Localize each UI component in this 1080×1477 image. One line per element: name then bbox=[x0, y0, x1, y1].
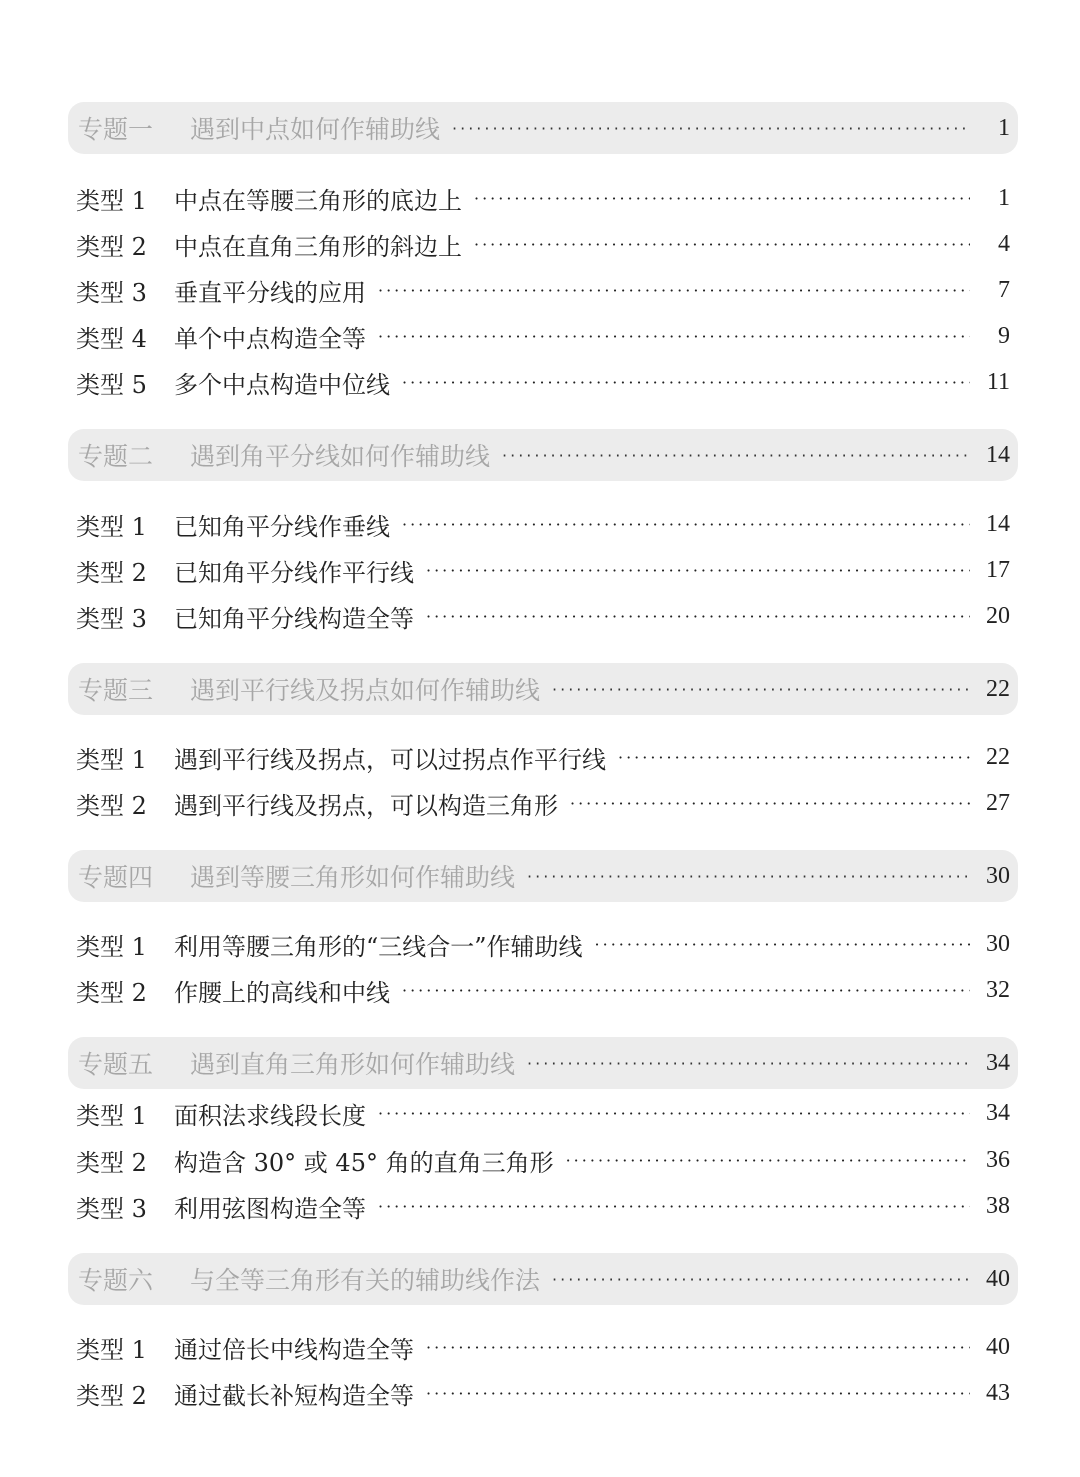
toc-type-5-2[interactable] bbox=[68, 1140, 1018, 1180]
toc-type-1-2[interactable] bbox=[68, 224, 1018, 264]
topic-title: 与全等三角形有关的辅助线作法 bbox=[190, 1266, 541, 1295]
topic-page-number: 22 bbox=[986, 675, 1010, 702]
type-title: 利用等腰三角形的“三线合一”作辅助线 bbox=[174, 932, 583, 961]
type-label: 类型 5 bbox=[76, 370, 147, 399]
type-page-number: 4 bbox=[998, 230, 1010, 257]
dot-leader bbox=[618, 748, 970, 767]
topic-page-number: 1 bbox=[998, 114, 1010, 141]
type-label: 类型 3 bbox=[76, 1194, 147, 1223]
type-title: 已知角平分线作平行线 bbox=[174, 558, 414, 587]
dot-leader bbox=[452, 119, 970, 138]
topic-title: 遇到直角三角形如何作辅助线 bbox=[190, 1050, 516, 1079]
type-title: 通过倍长中线构造全等 bbox=[174, 1335, 414, 1364]
toc-type-5-1[interactable] bbox=[68, 1093, 1018, 1133]
topic-label: 专题一 bbox=[78, 115, 154, 144]
dot-leader bbox=[502, 446, 970, 465]
dot-leader bbox=[402, 515, 970, 534]
type-title: 作腰上的高线和中线 bbox=[174, 978, 390, 1007]
dot-leader bbox=[570, 794, 970, 813]
type-page-number: 20 bbox=[986, 602, 1010, 629]
toc-type-3-1[interactable] bbox=[68, 737, 1018, 777]
type-label: 类型 2 bbox=[76, 1381, 147, 1410]
type-title: 多个中点构造中位线 bbox=[174, 370, 390, 399]
dot-leader bbox=[378, 327, 970, 346]
type-label: 类型 4 bbox=[76, 324, 147, 353]
dot-leader bbox=[378, 1104, 970, 1123]
dot-leader bbox=[426, 607, 970, 626]
dot-leader bbox=[527, 1054, 970, 1073]
dot-leader bbox=[566, 1151, 970, 1170]
type-page-number: 30 bbox=[986, 930, 1010, 957]
toc-type-1-5[interactable] bbox=[68, 362, 1018, 402]
type-title: 中点在等腰三角形的底边上 bbox=[174, 186, 462, 215]
toc-type-3-2[interactable] bbox=[68, 783, 1018, 823]
topic-title: 遇到中点如何作辅助线 bbox=[190, 115, 441, 144]
topic-page-number: 40 bbox=[986, 1265, 1010, 1292]
type-title: 单个中点构造全等 bbox=[174, 324, 366, 353]
dot-leader bbox=[426, 1338, 970, 1357]
type-label: 类型 2 bbox=[76, 232, 147, 261]
type-label: 类型 1 bbox=[76, 932, 147, 961]
type-page-number: 27 bbox=[986, 789, 1010, 816]
dot-leader bbox=[378, 1197, 970, 1216]
dot-leader bbox=[552, 680, 970, 699]
type-title: 中点在直角三角形的斜边上 bbox=[174, 232, 462, 261]
type-page-number: 7 bbox=[998, 276, 1010, 303]
topic-page-number: 30 bbox=[986, 862, 1010, 889]
type-page-number: 14 bbox=[986, 510, 1010, 537]
type-title: 垂直平分线的应用 bbox=[174, 278, 366, 307]
dot-leader bbox=[402, 373, 970, 392]
toc-type-2-1[interactable] bbox=[68, 504, 1018, 544]
toc-topic-5[interactable] bbox=[68, 1037, 1018, 1089]
dot-leader bbox=[426, 561, 970, 580]
type-label: 类型 1 bbox=[76, 1101, 147, 1130]
type-title: 构造含 30° 或 45° 角的直角三角形 bbox=[174, 1148, 554, 1177]
type-title: 通过截长补短构造全等 bbox=[174, 1381, 414, 1410]
type-page-number: 9 bbox=[998, 322, 1010, 349]
topic-label: 专题四 bbox=[78, 863, 154, 892]
toc-type-6-1[interactable] bbox=[68, 1327, 1018, 1367]
type-label: 类型 3 bbox=[76, 604, 147, 633]
type-title: 已知角平分线构造全等 bbox=[174, 604, 414, 633]
type-label: 类型 1 bbox=[76, 512, 147, 541]
toc-topic-3[interactable] bbox=[68, 663, 1018, 715]
dot-leader bbox=[378, 281, 970, 300]
dot-leader bbox=[527, 867, 970, 886]
dot-leader bbox=[474, 189, 970, 208]
type-page-number: 11 bbox=[986, 368, 1010, 395]
type-label: 类型 1 bbox=[76, 1335, 147, 1364]
type-label: 类型 1 bbox=[76, 186, 147, 215]
topic-page-number: 34 bbox=[986, 1049, 1010, 1076]
type-page-number: 17 bbox=[986, 556, 1010, 583]
dot-leader bbox=[595, 935, 970, 954]
type-title: 已知角平分线作垂线 bbox=[174, 512, 390, 541]
type-page-number: 34 bbox=[986, 1099, 1010, 1126]
type-label: 类型 2 bbox=[76, 791, 147, 820]
toc-type-4-1[interactable] bbox=[68, 924, 1018, 964]
dot-leader bbox=[402, 981, 970, 1000]
toc-type-4-2[interactable] bbox=[68, 970, 1018, 1010]
topic-title: 遇到等腰三角形如何作辅助线 bbox=[190, 863, 516, 892]
toc-type-1-3[interactable] bbox=[68, 270, 1018, 310]
type-title: 面积法求线段长度 bbox=[174, 1101, 366, 1130]
toc-topic-4[interactable] bbox=[68, 850, 1018, 902]
toc-type-2-2[interactable] bbox=[68, 550, 1018, 590]
toc-type-2-3[interactable] bbox=[68, 596, 1018, 636]
type-label: 类型 2 bbox=[76, 558, 147, 587]
topic-title: 遇到平行线及拐点如何作辅助线 bbox=[190, 676, 541, 705]
type-label: 类型 2 bbox=[76, 1148, 147, 1177]
topic-label: 专题六 bbox=[78, 1266, 154, 1295]
dot-leader bbox=[426, 1384, 970, 1403]
type-page-number: 43 bbox=[986, 1379, 1010, 1406]
dot-leader bbox=[552, 1270, 970, 1289]
type-label: 类型 1 bbox=[76, 745, 147, 774]
dot-leader bbox=[474, 235, 970, 254]
toc-topic-2[interactable] bbox=[68, 429, 1018, 481]
type-title: 遇到平行线及拐点，可以过拐点作平行线 bbox=[174, 745, 606, 774]
toc-type-1-4[interactable] bbox=[68, 316, 1018, 356]
topic-label: 专题二 bbox=[78, 442, 154, 471]
type-title: 利用弦图构造全等 bbox=[174, 1194, 366, 1223]
toc-type-6-2[interactable] bbox=[68, 1373, 1018, 1413]
topic-label: 专题五 bbox=[78, 1050, 154, 1079]
topic-label: 专题三 bbox=[78, 676, 154, 705]
toc-topic-1[interactable] bbox=[68, 102, 1018, 154]
type-page-number: 38 bbox=[986, 1192, 1010, 1219]
toc-type-1-1[interactable] bbox=[68, 178, 1018, 218]
toc-type-5-3[interactable] bbox=[68, 1186, 1018, 1226]
type-page-number: 36 bbox=[986, 1146, 1010, 1173]
topic-title: 遇到角平分线如何作辅助线 bbox=[190, 442, 491, 471]
type-page-number: 22 bbox=[986, 743, 1010, 770]
type-page-number: 32 bbox=[986, 976, 1010, 1003]
topic-page-number: 14 bbox=[986, 441, 1010, 468]
type-label: 类型 2 bbox=[76, 978, 147, 1007]
toc-topic-6[interactable] bbox=[68, 1253, 1018, 1305]
type-label: 类型 3 bbox=[76, 278, 147, 307]
type-page-number: 1 bbox=[998, 184, 1010, 211]
type-title: 遇到平行线及拐点，可以构造三角形 bbox=[174, 791, 558, 820]
type-page-number: 40 bbox=[986, 1333, 1010, 1360]
